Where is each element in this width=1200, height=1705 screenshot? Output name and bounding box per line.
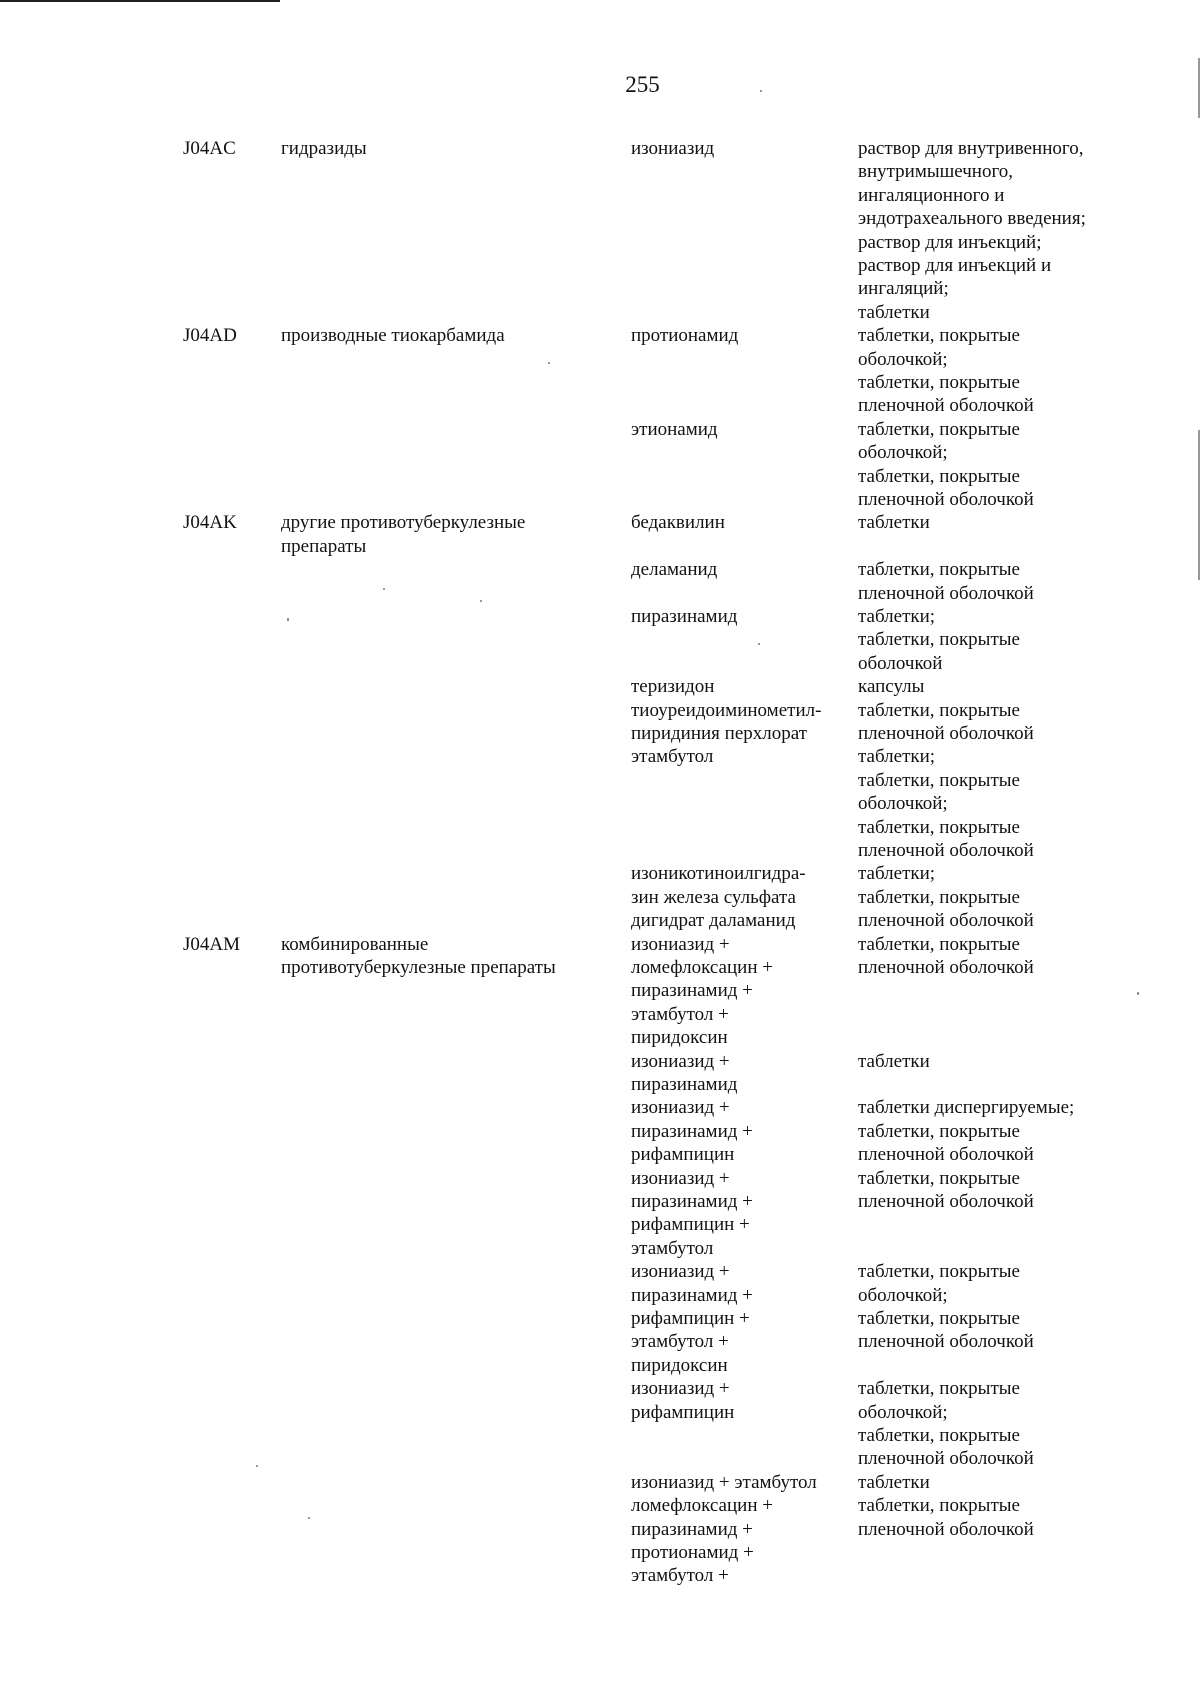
drug-name: бедаквилин bbox=[631, 512, 725, 534]
drug-name: изониазид + пиразинамид + рифампицин + этамбутол + пиридоксин bbox=[631, 1261, 753, 1376]
atc-code: J04AD bbox=[183, 325, 237, 347]
dosage-forms: таблетки bbox=[858, 512, 930, 534]
drug-name: изониазид + ломефлоксацин + пиразинамид + этамбутол + пиридоксин bbox=[631, 933, 773, 1049]
scan-speck bbox=[256, 1465, 258, 1467]
dosage-forms: таблетки, покрытые пленочной оболочкой bbox=[858, 699, 1034, 744]
scan-speck bbox=[308, 1517, 310, 1519]
drug-name: изониазид bbox=[631, 138, 715, 159]
dosage-forms: таблетки диспергируемые; таблетки, покрытые пленочной оболочкой bbox=[858, 1097, 1075, 1166]
dosage-forms: раствор для внутривенного, внутримышечного, ингаляционного и эндотрахеального введения; раствор для инъекций; раствор для инъекций и ингаляций; таблетки bbox=[858, 138, 1086, 323]
scan-speck bbox=[287, 618, 289, 621]
drug-name: изониазид + пиразинамид + рифампицин bbox=[631, 1097, 753, 1166]
dosage-forms: таблетки bbox=[858, 1471, 930, 1493]
dosage-forms: таблетки, покрытые пленочной оболочкой bbox=[858, 1167, 1034, 1212]
drug-name: тиоуреидоиминометил- пиридиния перхлорат bbox=[631, 699, 822, 744]
dosage-forms: таблетки; таблетки, покрытые оболочкой bbox=[858, 606, 1020, 674]
dosage-forms: таблетки; таблетки, покрытые пленочной оболочкой bbox=[858, 863, 1034, 932]
drug-name: изониазид + рифампицин bbox=[631, 1378, 735, 1423]
dosage-forms: таблетки bbox=[858, 1050, 930, 1072]
drug-name: теризидон bbox=[631, 676, 715, 698]
pharmacological-group: комбинированные противотуберкулезные препараты bbox=[281, 933, 556, 978]
scan-speck bbox=[760, 90, 762, 92]
drug-name: ломефлоксацин + пиразинамид + протионамид + этамбутол + bbox=[631, 1495, 773, 1587]
scan-speck bbox=[383, 588, 385, 590]
pharmacological-group: производные тиокарбамида bbox=[281, 325, 505, 347]
dosage-forms: таблетки, покрытые пленочной оболочкой bbox=[858, 1495, 1034, 1540]
dosage-forms: таблетки, покрытые пленочной оболочкой bbox=[858, 559, 1034, 604]
pharmacological-group: другие противотуберкулезные препараты bbox=[281, 512, 526, 557]
dosage-forms: таблетки; таблетки, покрытые оболочкой; таблетки, покрытые пленочной оболочкой bbox=[858, 746, 1034, 862]
atc-code: J04AM bbox=[183, 933, 241, 955]
drug-name: этамбутол bbox=[631, 746, 714, 768]
dosage-forms: таблетки, покрытые пленочной оболочкой bbox=[858, 933, 1034, 978]
scan-speck bbox=[1137, 992, 1139, 995]
scan-speck bbox=[758, 643, 760, 645]
drug-name: этионамид bbox=[631, 418, 718, 440]
dosage-forms: таблетки, покрытые оболочкой; таблетки, покрытые пленочной оболочкой bbox=[858, 325, 1034, 417]
dosage-forms: таблетки, покрытые оболочкой; таблетки, покрытые пленочной оболочкой bbox=[858, 1378, 1034, 1470]
page-number: 255 bbox=[625, 72, 660, 97]
atc-code: J04AC bbox=[183, 138, 236, 159]
drug-name: изониазид + этамбутол bbox=[631, 1471, 817, 1493]
scan-border-line bbox=[0, 0, 280, 2]
dosage-forms: таблетки, покрытые оболочкой; таблетки, покрытые пленочной оболочкой bbox=[858, 418, 1034, 511]
pharmacological-group: гидразиды bbox=[281, 138, 367, 159]
drug-name: деламанид bbox=[631, 559, 718, 581]
scan-speck bbox=[548, 362, 550, 364]
drug-name: изониазид + пиразинамид + рифампицин + этамбутол bbox=[631, 1167, 753, 1259]
dosage-forms: капсулы bbox=[858, 676, 925, 698]
drug-name: изониазид + пиразинамид bbox=[631, 1050, 738, 1095]
atc-code: J04AK bbox=[183, 512, 237, 534]
drug-name: протионамид bbox=[631, 325, 739, 347]
drug-name: пиразинамид bbox=[631, 606, 738, 627]
scan-speck bbox=[480, 600, 482, 602]
drug-name: изоникотиноилгидра- зин железа сульфата дигидрат даламанид bbox=[631, 863, 806, 932]
dosage-forms: таблетки, покрытые оболочкой; таблетки, покрытые пленочной оболочкой bbox=[858, 1261, 1034, 1353]
